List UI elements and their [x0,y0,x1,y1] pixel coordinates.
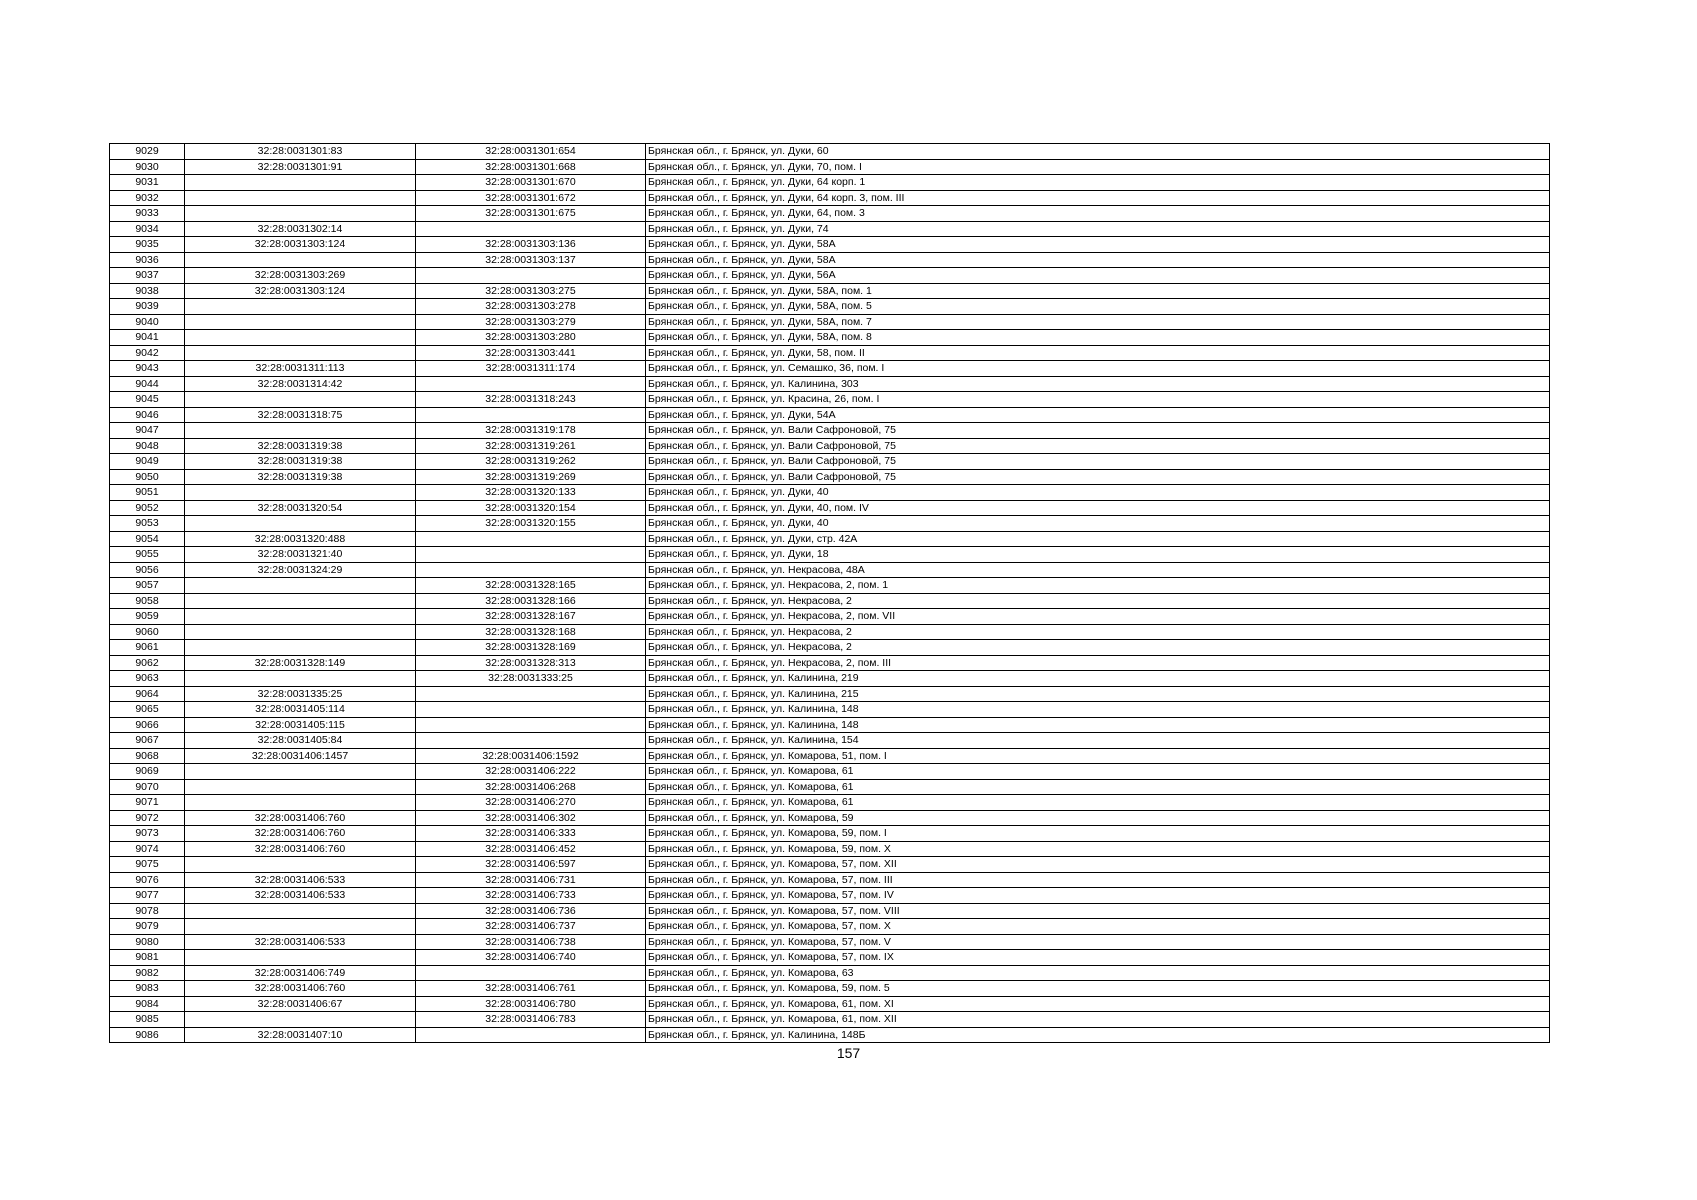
row-number-cell: 9082 [110,965,185,981]
row-number-cell: 9079 [110,919,185,935]
object-cadastral-number-cell: 32:28:0031406:738 [416,934,646,950]
land-cadastral-number-cell: 32:28:0031324:29 [185,562,416,578]
table-row [110,423,1550,439]
table-row [110,950,1550,966]
address-cell: Брянская обл., г. Брянск, ул. Дуки, 58А, пом. 1 [646,283,1550,299]
land-cadastral-number-cell [185,624,416,640]
object-cadastral-number-cell: 32:28:0031320:154 [416,500,646,516]
land-cadastral-number-cell [185,485,416,501]
address-cell: Брянская обл., г. Брянск, ул. Дуки, 40, пом. IV [646,500,1550,516]
address-cell: Брянская обл., г. Брянск, ул. Комарова, 59, пом. 5 [646,981,1550,997]
table-row [110,175,1550,191]
table-row [110,717,1550,733]
address-cell: Брянская обл., г. Брянск, ул. Калинина, 148Б [646,1027,1550,1043]
address-cell: Брянская обл., г. Брянск, ул. Вали Сафроновой, 75 [646,438,1550,454]
land-cadastral-number-cell: 32:28:0031303:124 [185,237,416,253]
object-cadastral-number-cell: 32:28:0031406:270 [416,795,646,811]
land-cadastral-number-cell: 32:28:0031302:14 [185,221,416,237]
address-cell: Брянская обл., г. Брянск, ул. Дуки, 58А [646,237,1550,253]
address-cell: Брянская обл., г. Брянск, ул. Комарова, 57, пом. III [646,872,1550,888]
row-number-cell: 9053 [110,516,185,532]
row-number-cell: 9060 [110,624,185,640]
object-cadastral-number-cell: 32:28:0031406:597 [416,857,646,873]
row-number-cell: 9078 [110,903,185,919]
address-cell: Брянская обл., г. Брянск, ул. Дуки, 58А [646,252,1550,268]
table-row [110,330,1550,346]
address-cell: Брянская обл., г. Брянск, ул. Комарова, 57, пом. IV [646,888,1550,904]
land-cadastral-number-cell [185,190,416,206]
address-cell: Брянская обл., г. Брянск, ул. Калинина, 154 [646,733,1550,749]
table-row [110,469,1550,485]
object-cadastral-number-cell: 32:28:0031406:740 [416,950,646,966]
land-cadastral-number-cell: 32:28:0031320:54 [185,500,416,516]
row-number-cell: 9067 [110,733,185,749]
object-cadastral-number-cell: 32:28:0031406:780 [416,996,646,1012]
address-cell: Брянская обл., г. Брянск, ул. Калинина, 148 [646,702,1550,718]
row-number-cell: 9034 [110,221,185,237]
address-cell: Брянская обл., г. Брянск, ул. Некрасова, 2 [646,593,1550,609]
land-cadastral-number-cell: 32:28:0031311:113 [185,361,416,377]
table-row [110,268,1550,284]
table-row [110,919,1550,935]
land-cadastral-number-cell [185,423,416,439]
table-row [110,981,1550,997]
land-cadastral-number-cell: 32:28:0031407:10 [185,1027,416,1043]
row-number-cell: 9069 [110,764,185,780]
land-cadastral-number-cell [185,392,416,408]
object-cadastral-number-cell: 32:28:0031406:302 [416,810,646,826]
row-number-cell: 9064 [110,686,185,702]
table-row [110,702,1550,718]
land-cadastral-number-cell [185,299,416,315]
row-number-cell: 9045 [110,392,185,408]
address-cell: Брянская обл., г. Брянск, ул. Дуки, 58А, пом. 8 [646,330,1550,346]
address-cell: Брянская обл., г. Брянск, ул. Калинина, 303 [646,376,1550,392]
address-cell: Брянская обл., г. Брянск, ул. Дуки, 70, пом. I [646,159,1550,175]
land-cadastral-number-cell: 32:28:0031318:75 [185,407,416,423]
object-cadastral-number-cell: 32:28:0031406:268 [416,779,646,795]
registry-table-body [110,144,1550,1043]
table-row [110,159,1550,175]
object-cadastral-number-cell: 32:28:0031311:174 [416,361,646,377]
address-cell: Брянская обл., г. Брянск, ул. Красина, 26, пом. I [646,392,1550,408]
table-row [110,562,1550,578]
land-cadastral-number-cell: 32:28:0031319:38 [185,469,416,485]
address-cell: Брянская обл., г. Брянск, ул. Комарова, 61 [646,779,1550,795]
table-row [110,903,1550,919]
table-row [110,516,1550,532]
land-cadastral-number-cell: 32:28:0031301:91 [185,159,416,175]
table-row [110,547,1550,563]
row-number-cell: 9037 [110,268,185,284]
land-cadastral-number-cell: 32:28:0031406:67 [185,996,416,1012]
object-cadastral-number-cell: 32:28:0031406:736 [416,903,646,919]
row-number-cell: 9066 [110,717,185,733]
object-cadastral-number-cell: 32:28:0031406:222 [416,764,646,780]
table-row [110,655,1550,671]
object-cadastral-number-cell [416,221,646,237]
object-cadastral-number-cell: 32:28:0031303:278 [416,299,646,315]
address-cell: Брянская обл., г. Брянск, ул. Комарова, 57, пом. IX [646,950,1550,966]
land-cadastral-number-cell: 32:28:0031406:1457 [185,748,416,764]
row-number-cell: 9041 [110,330,185,346]
land-cadastral-number-cell: 32:28:0031406:760 [185,841,416,857]
table-row [110,221,1550,237]
land-cadastral-number-cell [185,779,416,795]
address-cell: Брянская обл., г. Брянск, ул. Комарова, 57, пом. V [646,934,1550,950]
land-cadastral-number-cell [185,252,416,268]
registry-table [109,143,1550,1043]
object-cadastral-number-cell [416,547,646,563]
land-cadastral-number-cell: 32:28:0031303:269 [185,268,416,284]
land-cadastral-number-cell [185,950,416,966]
table-row [110,500,1550,516]
object-cadastral-number-cell: 32:28:0031320:133 [416,485,646,501]
address-cell: Брянская обл., г. Брянск, ул. Комарова, 57, пом. XII [646,857,1550,873]
row-number-cell: 9055 [110,547,185,563]
object-cadastral-number-cell: 32:28:0031301:654 [416,144,646,160]
row-number-cell: 9054 [110,531,185,547]
land-cadastral-number-cell [185,795,416,811]
land-cadastral-number-cell: 32:28:0031314:42 [185,376,416,392]
table-row [110,1027,1550,1043]
row-number-cell: 9040 [110,314,185,330]
table-row [110,609,1550,625]
address-cell: Брянская обл., г. Брянск, ул. Комарова, 51, пом. I [646,748,1550,764]
row-number-cell: 9051 [110,485,185,501]
table-row [110,686,1550,702]
land-cadastral-number-cell: 32:28:0031328:149 [185,655,416,671]
table-row [110,857,1550,873]
object-cadastral-number-cell: 32:28:0031319:178 [416,423,646,439]
land-cadastral-number-cell: 32:28:0031406:749 [185,965,416,981]
address-cell: Брянская обл., г. Брянск, ул. Комарова, 61 [646,764,1550,780]
table-row [110,671,1550,687]
row-number-cell: 9076 [110,872,185,888]
table-row [110,361,1550,377]
row-number-cell: 9036 [110,252,185,268]
table-row [110,299,1550,315]
address-cell: Брянская обл., г. Брянск, ул. Калинина, 219 [646,671,1550,687]
land-cadastral-number-cell: 32:28:0031406:533 [185,934,416,950]
row-number-cell: 9085 [110,1012,185,1028]
object-cadastral-number-cell: 32:28:0031303:136 [416,237,646,253]
object-cadastral-number-cell: 32:28:0031333:25 [416,671,646,687]
land-cadastral-number-cell [185,857,416,873]
table-row [110,438,1550,454]
row-number-cell: 9031 [110,175,185,191]
land-cadastral-number-cell: 32:28:0031406:533 [185,872,416,888]
address-cell: Брянская обл., г. Брянск, ул. Дуки, 54А [646,407,1550,423]
object-cadastral-number-cell: 32:28:0031319:261 [416,438,646,454]
row-number-cell: 9035 [110,237,185,253]
row-number-cell: 9048 [110,438,185,454]
row-number-cell: 9059 [110,609,185,625]
object-cadastral-number-cell: 32:28:0031318:243 [416,392,646,408]
object-cadastral-number-cell: 32:28:0031319:269 [416,469,646,485]
address-cell: Брянская обл., г. Брянск, ул. Семашко, 36, пом. I [646,361,1550,377]
row-number-cell: 9081 [110,950,185,966]
object-cadastral-number-cell [416,965,646,981]
land-cadastral-number-cell: 32:28:0031303:124 [185,283,416,299]
address-cell: Брянская обл., г. Брянск, ул. Калинина, 148 [646,717,1550,733]
object-cadastral-number-cell: 32:28:0031303:275 [416,283,646,299]
row-number-cell: 9073 [110,826,185,842]
address-cell: Брянская обл., г. Брянск, ул. Калинина, 215 [646,686,1550,702]
address-cell: Брянская обл., г. Брянск, ул. Дуки, 40 [646,516,1550,532]
address-cell: Брянская обл., г. Брянск, ул. Комарова, 57, пом. VIII [646,903,1550,919]
object-cadastral-number-cell: 32:28:0031328:167 [416,609,646,625]
object-cadastral-number-cell: 32:28:0031406:333 [416,826,646,842]
table-row [110,888,1550,904]
land-cadastral-number-cell: 32:28:0031319:38 [185,438,416,454]
row-number-cell: 9030 [110,159,185,175]
table-row [110,190,1550,206]
address-cell: Брянская обл., г. Брянск, ул. Дуки, 64, пом. 3 [646,206,1550,222]
object-cadastral-number-cell [416,702,646,718]
table-row [110,206,1550,222]
object-cadastral-number-cell: 32:28:0031406:737 [416,919,646,935]
address-cell: Брянская обл., г. Брянск, ул. Некрасова, 48А [646,562,1550,578]
row-number-cell: 9065 [110,702,185,718]
row-number-cell: 9038 [110,283,185,299]
object-cadastral-number-cell [416,562,646,578]
row-number-cell: 9029 [110,144,185,160]
address-cell: Брянская обл., г. Брянск, ул. Дуки, 60 [646,144,1550,160]
row-number-cell: 9072 [110,810,185,826]
address-cell: Брянская обл., г. Брянск, ул. Вали Сафроновой, 75 [646,454,1550,470]
object-cadastral-number-cell: 32:28:0031406:733 [416,888,646,904]
object-cadastral-number-cell: 32:28:0031328:169 [416,640,646,656]
address-cell: Брянская обл., г. Брянск, ул. Комарова, 59, пом. X [646,841,1550,857]
page-number: 157 [836,1045,861,1061]
row-number-cell: 9043 [110,361,185,377]
land-cadastral-number-cell [185,593,416,609]
land-cadastral-number-cell: 32:28:0031406:760 [185,826,416,842]
row-number-cell: 9052 [110,500,185,516]
object-cadastral-number-cell: 32:28:0031328:168 [416,624,646,640]
land-cadastral-number-cell [185,314,416,330]
object-cadastral-number-cell: 32:28:0031328:165 [416,578,646,594]
table-row [110,593,1550,609]
object-cadastral-number-cell: 32:28:0031303:137 [416,252,646,268]
address-cell: Брянская обл., г. Брянск, ул. Дуки, 58, пом. II [646,345,1550,361]
address-cell: Брянская обл., г. Брянск, ул. Дуки, 74 [646,221,1550,237]
land-cadastral-number-cell [185,330,416,346]
object-cadastral-number-cell: 32:28:0031303:280 [416,330,646,346]
table-row [110,996,1550,1012]
object-cadastral-number-cell [416,268,646,284]
object-cadastral-number-cell: 32:28:0031301:672 [416,190,646,206]
address-cell: Брянская обл., г. Брянск, ул. Дуки, стр. 42А [646,531,1550,547]
row-number-cell: 9042 [110,345,185,361]
land-cadastral-number-cell [185,175,416,191]
address-cell: Брянская обл., г. Брянск, ул. Некрасова, 2, пом. 1 [646,578,1550,594]
row-number-cell: 9039 [110,299,185,315]
row-number-cell: 9075 [110,857,185,873]
table-row [110,779,1550,795]
address-cell: Брянская обл., г. Брянск, ул. Дуки, 58А, пом. 7 [646,314,1550,330]
row-number-cell: 9086 [110,1027,185,1043]
row-number-cell: 9046 [110,407,185,423]
table-row [110,144,1550,160]
row-number-cell: 9071 [110,795,185,811]
table-row [110,578,1550,594]
table-row [110,624,1550,640]
table-row [110,872,1550,888]
object-cadastral-number-cell: 32:28:0031303:279 [416,314,646,330]
land-cadastral-number-cell [185,516,416,532]
row-number-cell: 9062 [110,655,185,671]
land-cadastral-number-cell: 32:28:0031405:84 [185,733,416,749]
land-cadastral-number-cell [185,671,416,687]
object-cadastral-number-cell: 32:28:0031328:166 [416,593,646,609]
row-number-cell: 9058 [110,593,185,609]
object-cadastral-number-cell [416,733,646,749]
table-row [110,795,1550,811]
row-number-cell: 9049 [110,454,185,470]
table-row [110,407,1550,423]
address-cell: Брянская обл., г. Брянск, ул. Комарова, 61, пом. XII [646,1012,1550,1028]
table-row [110,392,1550,408]
land-cadastral-number-cell: 32:28:0031405:115 [185,717,416,733]
address-cell: Брянская обл., г. Брянск, ул. Дуки, 18 [646,547,1550,563]
address-cell: Брянская обл., г. Брянск, ул. Дуки, 56А [646,268,1550,284]
address-cell: Брянская обл., г. Брянск, ул. Комарова, 59 [646,810,1550,826]
object-cadastral-number-cell [416,531,646,547]
object-cadastral-number-cell: 32:28:0031319:262 [416,454,646,470]
object-cadastral-number-cell: 32:28:0031301:670 [416,175,646,191]
object-cadastral-number-cell: 32:28:0031406:731 [416,872,646,888]
row-number-cell: 9032 [110,190,185,206]
land-cadastral-number-cell: 32:28:0031320:488 [185,531,416,547]
row-number-cell: 9057 [110,578,185,594]
land-cadastral-number-cell: 32:28:0031406:533 [185,888,416,904]
land-cadastral-number-cell: 32:28:0031405:114 [185,702,416,718]
table-row [110,810,1550,826]
row-number-cell: 9070 [110,779,185,795]
address-cell: Брянская обл., г. Брянск, ул. Некрасова, 2, пом. III [646,655,1550,671]
table-row [110,934,1550,950]
address-cell: Брянская обл., г. Брянск, ул. Комарова, 63 [646,965,1550,981]
object-cadastral-number-cell: 32:28:0031320:155 [416,516,646,532]
row-number-cell: 9047 [110,423,185,439]
row-number-cell: 9080 [110,934,185,950]
address-cell: Брянская обл., г. Брянск, ул. Некрасова, 2 [646,624,1550,640]
table-row [110,531,1550,547]
object-cadastral-number-cell [416,407,646,423]
land-cadastral-number-cell: 32:28:0031406:760 [185,810,416,826]
table-row [110,314,1550,330]
address-cell: Брянская обл., г. Брянск, ул. Дуки, 58А, пом. 5 [646,299,1550,315]
table-row [110,485,1550,501]
address-cell: Брянская обл., г. Брянск, ул. Некрасова, 2, пом. VII [646,609,1550,625]
land-cadastral-number-cell: 32:28:0031335:25 [185,686,416,702]
table-row [110,640,1550,656]
object-cadastral-number-cell [416,686,646,702]
land-cadastral-number-cell [185,206,416,222]
table-row [110,345,1550,361]
land-cadastral-number-cell [185,903,416,919]
address-cell: Брянская обл., г. Брянск, ул. Комарова, 57, пом. X [646,919,1550,935]
address-cell: Брянская обл., г. Брянск, ул. Дуки, 64 корп. 1 [646,175,1550,191]
object-cadastral-number-cell: 32:28:0031406:783 [416,1012,646,1028]
land-cadastral-number-cell: 32:28:0031301:83 [185,144,416,160]
object-cadastral-number-cell: 32:28:0031328:313 [416,655,646,671]
row-number-cell: 9068 [110,748,185,764]
address-cell: Брянская обл., г. Брянск, ул. Дуки, 64 корп. 3, пом. III [646,190,1550,206]
row-number-cell: 9074 [110,841,185,857]
object-cadastral-number-cell: 32:28:0031301:675 [416,206,646,222]
land-cadastral-number-cell [185,764,416,780]
object-cadastral-number-cell: 32:28:0031303:441 [416,345,646,361]
object-cadastral-number-cell: 32:28:0031406:1592 [416,748,646,764]
address-cell: Брянская обл., г. Брянск, ул. Комарова, 59, пом. I [646,826,1550,842]
table-row [110,826,1550,842]
land-cadastral-number-cell [185,578,416,594]
land-cadastral-number-cell [185,345,416,361]
object-cadastral-number-cell [416,376,646,392]
address-cell: Брянская обл., г. Брянск, ул. Некрасова, 2 [646,640,1550,656]
row-number-cell: 9077 [110,888,185,904]
land-cadastral-number-cell [185,1012,416,1028]
row-number-cell: 9061 [110,640,185,656]
object-cadastral-number-cell: 32:28:0031406:761 [416,981,646,997]
address-cell: Брянская обл., г. Брянск, ул. Комарова, 61 [646,795,1550,811]
land-cadastral-number-cell [185,640,416,656]
table-row [110,283,1550,299]
row-number-cell: 9063 [110,671,185,687]
object-cadastral-number-cell [416,1027,646,1043]
row-number-cell: 9033 [110,206,185,222]
object-cadastral-number-cell: 32:28:0031406:452 [416,841,646,857]
table-row [110,454,1550,470]
table-row [110,764,1550,780]
object-cadastral-number-cell [416,717,646,733]
table-row [110,376,1550,392]
table-row [110,1012,1550,1028]
table-row [110,965,1550,981]
address-cell: Брянская обл., г. Брянск, ул. Комарова, 61, пом. XI [646,996,1550,1012]
address-cell: Брянская обл., г. Брянск, ул. Дуки, 40 [646,485,1550,501]
address-cell: Брянская обл., г. Брянск, ул. Вали Сафроновой, 75 [646,423,1550,439]
address-cell: Брянская обл., г. Брянск, ул. Вали Сафроновой, 75 [646,469,1550,485]
row-number-cell: 9056 [110,562,185,578]
land-cadastral-number-cell [185,919,416,935]
land-cadastral-number-cell: 32:28:0031319:38 [185,454,416,470]
row-number-cell: 9084 [110,996,185,1012]
table-row [110,252,1550,268]
table-row [110,841,1550,857]
row-number-cell: 9083 [110,981,185,997]
object-cadastral-number-cell: 32:28:0031301:668 [416,159,646,175]
row-number-cell: 9044 [110,376,185,392]
table-row [110,237,1550,253]
land-cadastral-number-cell [185,609,416,625]
table-row [110,748,1550,764]
land-cadastral-number-cell: 32:28:0031406:760 [185,981,416,997]
land-cadastral-number-cell: 32:28:0031321:40 [185,547,416,563]
row-number-cell: 9050 [110,469,185,485]
table-row [110,733,1550,749]
